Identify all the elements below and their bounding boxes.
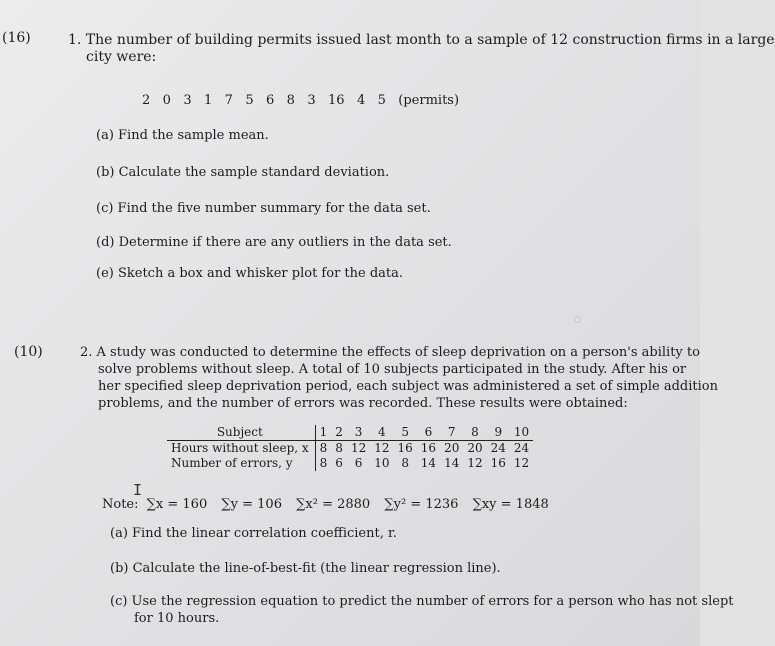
- table-cell: 24: [490, 441, 506, 455]
- text-cursor-icon: I: [133, 481, 143, 499]
- table-header-cell: 1: [315, 425, 331, 441]
- q1-part-e: (e) Sketch a box and whisker plot for the data.: [96, 266, 404, 281]
- table-cell: 12: [374, 441, 390, 455]
- table-header-cell: 4: [370, 425, 393, 441]
- sum-x-squared: ∑x² = 2880: [296, 497, 371, 512]
- table-cell: 6: [354, 456, 363, 470]
- table-cell: 20: [444, 441, 460, 455]
- q2-line-2: solve problems without sleep. A total of 10 subjects participated in the study. After his or: [98, 362, 687, 377]
- q2-part-a: (a) Find the linear correlation coefficient, r.: [110, 526, 397, 541]
- q2-part-c-continued: for 10 hours.: [134, 611, 220, 626]
- table-row-errors: [167, 456, 533, 471]
- paper-mark: [574, 316, 581, 323]
- table-header-cell: 2: [331, 425, 347, 441]
- q2-line-3: her specified sleep deprivation period, each subject was administered a set of simple addition: [98, 379, 718, 394]
- table-cell: 10: [374, 456, 390, 470]
- q2-line-1: 2. A study was conducted to determine the effects of sleep deprivation on a person's ability to: [80, 345, 700, 360]
- summation-note: [102, 497, 559, 512]
- q1-part-a: (a) Find the sample mean.: [96, 128, 269, 143]
- table-header-label: Subject: [167, 425, 315, 441]
- row-label-hours: Hours without sleep, x: [167, 441, 315, 457]
- q1-line-2: city were:: [86, 49, 157, 65]
- table-cell: 14: [420, 456, 437, 470]
- table-cell: 20: [467, 441, 483, 455]
- q1-data-values: 2 0 3 1 7 5 6 8 3 16 4 5 (permits): [142, 93, 460, 108]
- table-header-cell: 10: [510, 425, 533, 441]
- table-cell: 24: [513, 441, 530, 455]
- q1-part-b: (b) Calculate the sample standard deviation.: [96, 165, 390, 180]
- table-cell: 8: [319, 456, 328, 470]
- table-cell: 14: [444, 456, 460, 470]
- sum-y: ∑y = 106: [221, 497, 282, 512]
- table-cell: 16: [397, 441, 413, 455]
- sum-xy: ∑xy = 1848: [472, 497, 549, 512]
- q1-statement: [68, 32, 775, 66]
- table-cell: 12: [513, 456, 530, 470]
- q2-statement: [80, 344, 718, 412]
- table-header-cell: 5: [394, 425, 417, 441]
- sum-y-squared: ∑y² = 1236: [384, 497, 459, 512]
- q1-part-d: (d) Determine if there are any outliers in the data set.: [96, 235, 452, 250]
- q2-points: (10): [14, 344, 43, 360]
- table-header-cell: 8: [463, 425, 486, 441]
- table-cell: 12: [350, 441, 367, 455]
- note-label: Note:: [102, 497, 139, 512]
- table-row-hours: [167, 441, 533, 457]
- sleep-data-table: [167, 425, 533, 471]
- table-cell: 16: [490, 456, 506, 470]
- table-cell: 6: [335, 456, 343, 470]
- table-header-cell: 9: [487, 425, 510, 441]
- q2-part-c: (c) Use the regression equation to predict the number of errors for a person who has not slept: [110, 594, 734, 609]
- q1-part-c: (c) Find the five number summary for the data set.: [96, 201, 431, 216]
- table-header-cell: 6: [417, 425, 440, 441]
- row-label-errors: Number of errors, y: [167, 456, 315, 471]
- table-header-cell: 7: [440, 425, 463, 441]
- table-cell: 8: [335, 441, 343, 455]
- table-header-cell: 3: [347, 425, 370, 441]
- table-cell: 12: [467, 456, 483, 470]
- q1-points: (16): [2, 30, 31, 46]
- table-cell: 8: [319, 441, 328, 455]
- q2-line-4: problems, and the number of errors was recorded. These results were obtained:: [98, 396, 628, 411]
- table-cell: 8: [401, 456, 409, 470]
- table-header-row: [167, 425, 533, 441]
- q2-part-b: (b) Calculate the line-of-best-fit (the linear regression line).: [110, 561, 501, 576]
- table-cell: 16: [420, 441, 437, 455]
- q1-line-1: 1. The number of building permits issued last month to a sample of 12 construction firms in a large: [68, 32, 775, 48]
- sum-x: ∑x = 160: [146, 497, 208, 512]
